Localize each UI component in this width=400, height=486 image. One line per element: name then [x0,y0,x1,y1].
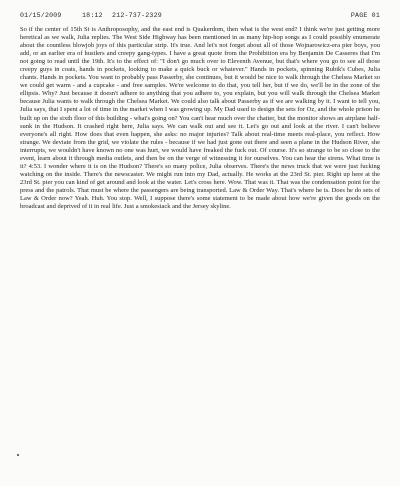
fax-date: 01/15/2009 [20,12,62,19]
scan-speck [17,454,19,456]
fax-phone-number: 212-737-2329 [112,12,162,19]
fax-page-number: PAGE 01 [350,12,380,19]
document-body-paragraph: So if the center of 15th St is Anthroposophy, and the east end is Quakerdom, then what is the west end? I think we're just getting more heretical as we walk, Julia replies. The West Side Highway has been mentioned in as many hip-hop songs as I could possibly enumerate about the countless blowjob joys of this particular strip. It's true. And let's not forget about all of those Wojnarowicz-era pier boys, you add, or an earlier era of hustlers and creepy gang-types. I have a great quote from the Prohibition era by Benjamin De Casseres that I'm not going to read until the 19th. It's to the effect of: "I don't go much over to Eleventh Avenue, but that's where you go to see all those creepy guys in coats, hands in pockets, looking to make a quick buck or whatever." Hands in pockets, spinning Rubik's Cubes, Julia chants. Hands in pockets. You want to probably pass Passerby, she continues, but it would be nice to walk through the Chelsea Market so we could get warm - and a cupcake - and free samples. We're welcome to do that, you tell her, but if we do, we'll be in the zone of the ellipsis. Why? Just because it doesn't adhere to anything that you adhere to, you explain, but you will walk through the Chelsea Market because Julia wants to walk through the Chelsea Market. We could also talk about Passerby as if we are walking by it. I want to tell you, Julia says, that I spent a lot of time in the market when I was growing up. My Dad used to design the sets for Oz, and the whole prison he built up on the sixth floor of this building - what's going on? You can't hear much over the chatter, but the monitor shows an airplane half-sunk in the Hudson. It crashed right here, Julia says. We can walk out and see it. Let's go out and look at the river. I can't believe everyone's all right. How does that even happen, she asks: no major injuries? Talk about real-time meets real-place, you reflect. How strange. We deviate from the grid, we violate the rules - because if we had just gone out there and seen a plane in the Hudson River, she interrupts, we wouldn't have known no one was hurt, we would have freaked the fuck out. Of course. It's so strange to be so close to the event, learn about it through media outlets, and then be on the verge of witnessing it for ourselves. You can hear the sirens. What time is it? 4:53. I wonder where it is on the Hudson? There's so many police, Julia observes. There's the news truck that we were just fucking watching on the inside. There's the newscaster. We might run into my Dad, actually. He works at the 23rd St. pier. Right up here at the 23rd St. pier you can kind of get around and look at the water. Let's cross here. Wow. That was it. That was the condensation point for the press and the patrols. That must be where the passengers are being transported. Law & Order Way. That's where he is. Does he do sets of Law & Order now? Yeah. Huh. You stop. Well, I suppose there's some statement to be made about how we're given the goods on the broadcast and deprived of it in real life. Just a smokestack and the Jersey skyline. [20,26,380,211]
fax-time: 18:12 [82,12,103,19]
fax-transmission-header [20,12,380,22]
